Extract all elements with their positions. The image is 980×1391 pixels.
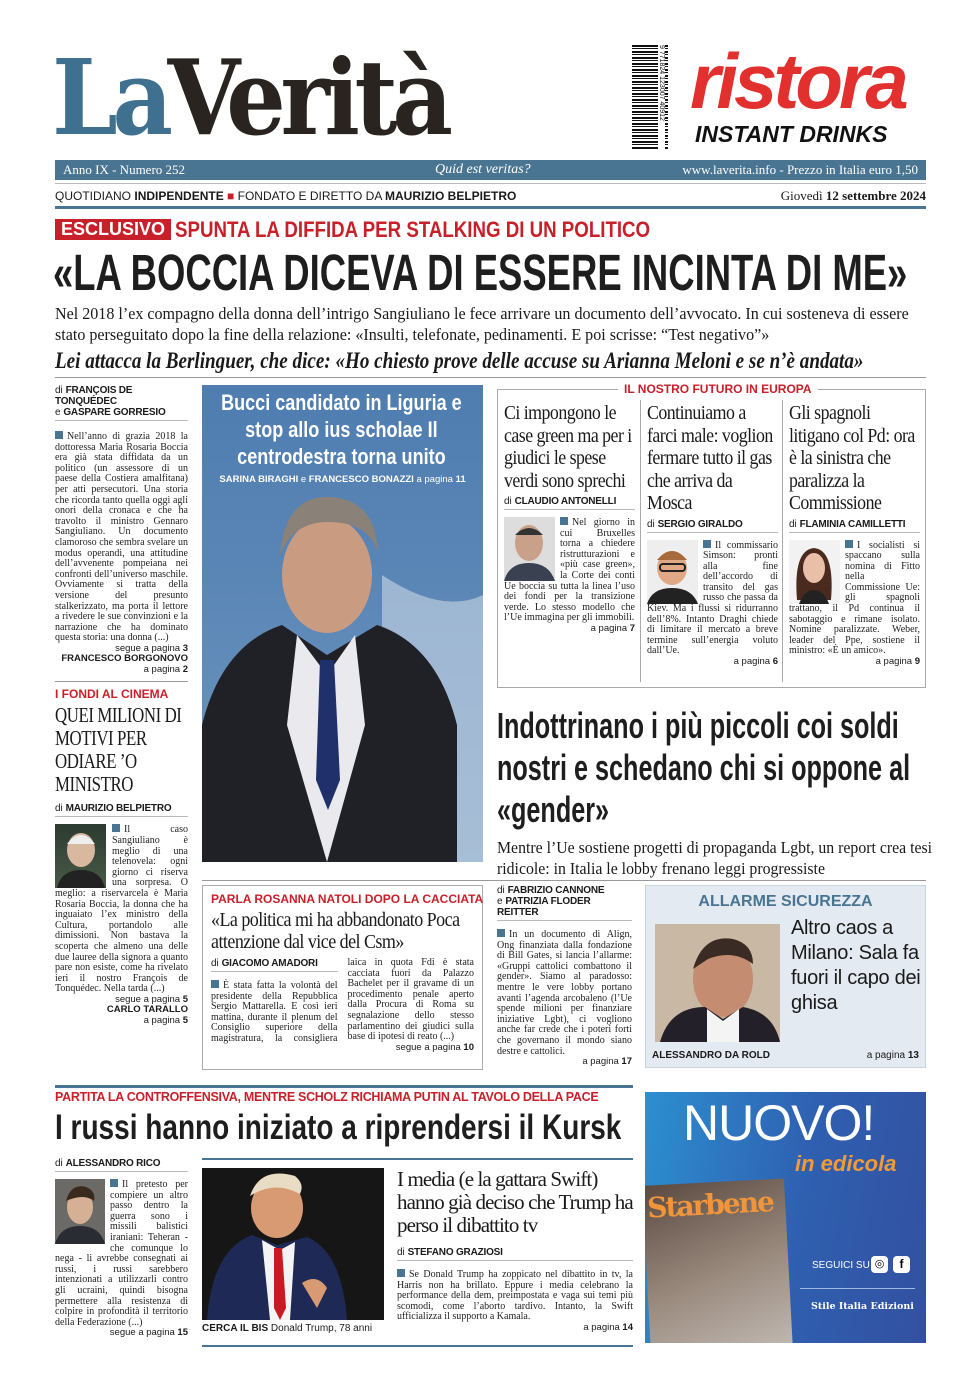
logo-verita: Verità <box>167 36 448 159</box>
europa-article: Gli spagnoli litigano col Pd: ora è la sinistra che paralizza la Commissione di FLAMINIA CAMILLETTI I socialisti si spaccano sulla nomina di Fitto nella Commissione Ue: gli spagnoli trattano, il Pd continua il sabotaggio e rimane isolato. Nomine paralizzate. Weber, leader del Ppe, sostiene il ministro: «È un amico». a pagina 9 <box>789 402 920 668</box>
europa-headline[interactable]: Ci impongono le case green ma per i giudici le spese verdi sono sprechi <box>504 402 632 492</box>
natoli-box: PARLA ROSANNA NATOLI DOPO LA CACCIATA «La politica mi ha abbandonato Poca attenzione dal vice del Csm» di GIACOMO AMADORI È stata fatta la volontà del presidente della Repubblica Sergio Mattarella. E così ieri mattina, durante il plenum del Consiglio superiore della magistratura, la consigliera laica in quota Fdi è stata cacciata fuori da Palazzo Bachelet per il gravame di un procedimento penale aperto dalla Procura di Roma su segnalazione dello stesso parlamentino dei giudici sulla base di ipotesi di reato (...) segue a pagina 10 <box>202 885 483 1070</box>
europa-headline[interactable]: Gli spagnoli litigano col Pd: ora è la sinistra che paralizza la Commissione <box>789 402 915 514</box>
page-link[interactable]: a pagina 7 <box>590 622 635 634</box>
cinema-headline[interactable]: QUEI MILIONI DI MOTIVI PER ODIARE ’O MINISTRO <box>55 703 182 797</box>
left-column <box>55 385 188 1026</box>
kursk-kicker: PARTITA LA CONTROFFENSIVA, MENTRE SCHOLZ RICHIAMA PUTIN AL TAVOLO DELLA PACE <box>55 1090 599 1104</box>
logo-la: La <box>52 36 168 159</box>
bucci-photo <box>202 495 483 862</box>
belpietro-photo <box>55 824 106 888</box>
lead-deck: Nel 2018 l’ex compagno della donna dell’intrigo Sangiuliano le fece arrivare un documento dell’avvocato. In cui sosteneva di essere stato perseguitato dopo la fine della relazione: «Insulti, telefonate, pedinamenti. E poi scrisse: “Test negativo”» <box>55 304 909 344</box>
bucci-byline: SARINA BIRAGHI e FRANCESCO BONAZZI a pagina 11 <box>219 474 466 485</box>
lead-kicker: ESCLUSIVO SPUNTA LA DIFFIDA PER STALKING DI UN POLITICO <box>55 219 734 241</box>
magazine-cover: Starbene <box>645 1178 794 1343</box>
gender-article: di FABRIZIO CANNONE e PATRIZIA FLODER REITTER In un documento di Align, Ong finanziata dalla fondazione di Bill Gates, si lancia l’allarme: «Gruppi cattolici combattono il gender». Siamo al paradosso: mentre le vere lobby portano avanti l’agenda arcobaleno (l’Ue spende milioni per finanziare iniziative Lgbt), ci vogliono anche far crede che i poteri forti che governano il mondo siano destre e cattolici. a pagina 17 <box>497 885 632 1068</box>
page-link[interactable]: a pagina 6 <box>733 656 778 668</box>
barcode: 9 771824 123007 40912 <box>632 45 668 150</box>
date: Giovedì 12 settembre 2024 <box>780 188 926 203</box>
europa-article: Continuiamo a farci male: voglion fermare tutto il gas che arriva da Mosca di SERGIO GIRALDO Il commissario Simson: pronti alla fine dell’accordo di transito del gas russo che passa da Kiev. Ma i flussi si ridurranno dell’8%. Intanto Draghi chiede di limitare il mercato a breve termine sull’energia voluto dall’Ue. a pagina 6 <box>647 402 778 668</box>
europa-article: Ci impongono le case green ma per i giudici le spese verdi sono sprechi di CLAUDIO ANTONELLI Nel giorno in cui Bruxelles torna a chiedere ristrutturazioni e «più case green», la Corte dei conti Ue boccia su tutta la linea l’uso dei fondi per la transizione verde. Lo stesso modello che l’Ue immagina per gli immobili. a pagina 7 <box>504 402 635 634</box>
trump-photo <box>202 1168 384 1320</box>
europa-headline[interactable]: Continuiamo a farci male: voglion fermare tutto il gas che arriva da Mosca <box>647 402 773 514</box>
bucci-headline: Bucci candidato in Liguria e stop allo ius scholae Il centrodestra torna unito <box>221 390 462 469</box>
motto: Quid est veritas? <box>435 162 531 177</box>
site-price: www.laverita.info - Prezzo in Italia euro 1,50 <box>682 162 918 177</box>
kursk-headline[interactable]: I russi hanno iniziato a riprendersi il Kursk <box>55 1108 622 1147</box>
ristora-logo: ristora <box>690 37 905 125</box>
author-photo <box>789 540 840 604</box>
ristora-ad[interactable] <box>690 37 930 147</box>
lead-headline[interactable]: «LA BOCCIA DICEVA DI ESSERE INCINTA DI ME» <box>53 244 908 301</box>
masthead-logo <box>52 38 492 158</box>
exclusive-badge: ESCLUSIVO <box>55 219 171 240</box>
continue-link[interactable]: segue a pagina 3 <box>115 642 188 654</box>
author-photo <box>504 517 555 581</box>
trump-caption: CERCA IL BIS Donald Trump, 78 anni <box>202 1323 373 1334</box>
lead-subdeck: Lei attacca la Berlinguer, che dice: «Ho chiesto prove delle accuse su Arianna Meloni e se n’è andata» <box>55 348 864 373</box>
lead-article: di FRANÇOIS DE TONQUÉDEC e GASPARE GORRESIO Nell’anno di grazia 2018 la dottoressa Maria Rosaria Boccia era già stata diffidata da un politico (un assessore di un paese della Costiera amalfitana) per atti persecutori. Una storia che ricorda tanto quella oggi agli onori della cronaca e che ha travolto il ministro Gennaro Sangiuliano. Un documento clamoroso che sembra svelare un modus operandi, una attitudine dell’avvenente pompeiana nei confronti dell’universo maschile. Ovviamente si tratta della versione del presunto stalkerizzato, ma porta il lettore a rivedere le sue convinzioni e la narrazione che ha dominato questa storia: una donna (...) segue a pagina 3 FRANCESCO BORGONOVO a pagina 2 <box>55 385 188 675</box>
facebook-icon[interactable]: f <box>893 1256 910 1273</box>
milano-box[interactable]: ALLARME SICUREZZA Altro caos a Milano: Sala fa fuori il capo dei ghisa ALESSANDRO DA ROLD a pagina 13 <box>645 885 926 1068</box>
ristora-sub: INSTANT DRINKS <box>695 121 888 147</box>
gender-deck: Mentre l’Ue sostiene progetti di propaganda Lgbt, un report crea tesi ridicole: in Italia le lobby frenano leggi progressiste <box>497 838 933 878</box>
gender-headline[interactable]: Indottrinano i più piccoli coi soldi nostri e schedano chi si oppone al «gender» <box>497 705 911 830</box>
trump-article: I media (e la gattara Swift) hanno già deciso che Trump ha perso il dibattito tv di STEFANO GRAZIOSI Se Donald Trump ha zoppicato nel dibattito in tv, la Harris non ha brillato. Eppure i media celebrano la performance della dem, preimpostata e vaga sui temi più scomodi, come l’aborto tardivo. Intanto, la Swift ufficializza il supporto a Kamala. a pagina 14 <box>397 1167 633 1333</box>
natoli-headline[interactable]: «La politica mi ha abbandonato Poca attenzione dal vice del Csm» <box>211 909 460 953</box>
byline: di FRANÇOIS DE TONQUÉDEC e GASPARE GORRESIO <box>55 385 188 421</box>
trump-headline[interactable]: I media (e la gattara Swift) hanno già deciso che Trump ha perso il dibattito tv <box>397 1167 633 1237</box>
rico-photo <box>55 1179 105 1244</box>
page-link[interactable]: a pagina 9 <box>875 656 920 668</box>
instagram-icon[interactable]: ◎ <box>871 1256 888 1273</box>
cinema-article: I FONDI AL CINEMA QUEI MILIONI DI MOTIVI PER ODIARE ’O MINISTRO di MAURIZIO BELPIETRO Il caso Sangiuliano è meglio di una telenovela: ogni giorno ci riserva una sorpresa. O meglio: a riservarcela è Maria Rosaria Boccia, la donna che ha inguaiato l’ex ministro della Cultura, portandolo alle dimissioni. Non bastava la scoperta che almeno una delle due lauree della signora a quanto pare non esiste, come ha rivelato ieri il nostro François de Tonquédec. Nella tarda (...) segue a pagina 5 CARLO TARALLO a pagina 5 <box>55 687 188 1026</box>
author-photo <box>647 540 698 604</box>
sala-photo <box>655 924 780 1042</box>
info-band <box>55 160 926 180</box>
starbene-ad[interactable]: NUOVO! in edicola Starbene SEGUICI SU ◎ f Stile Italia Edizioni <box>645 1092 926 1343</box>
page-link[interactable]: a pagina 2 <box>143 663 188 675</box>
bucci-panel[interactable] <box>202 385 483 862</box>
tagline: QUOTIDIANO INDIPENDENTE ■ FONDATO E DIRETTO DA MAURIZIO BELPIETRO <box>55 189 517 203</box>
issue-number: Anno IX - Numero 252 <box>63 162 186 177</box>
europa-box: IL NOSTRO FUTURO IN EUROPA <box>497 389 926 688</box>
kursk-article: di ALESSANDRO RICO Il pretesto per compiere un altro passo dentro la guerra sono i missili balistici iraniani: Teheran - che comunque lo nega - li avrebbe consegnati ai russi, i russi sarebbero intenzionati a utilizzarli contro gli ucraini, quindi bisogna permettere alla resistenza di colpire in profondità il territorio della Federazione (...) segue a pagina 15 <box>55 1158 188 1339</box>
